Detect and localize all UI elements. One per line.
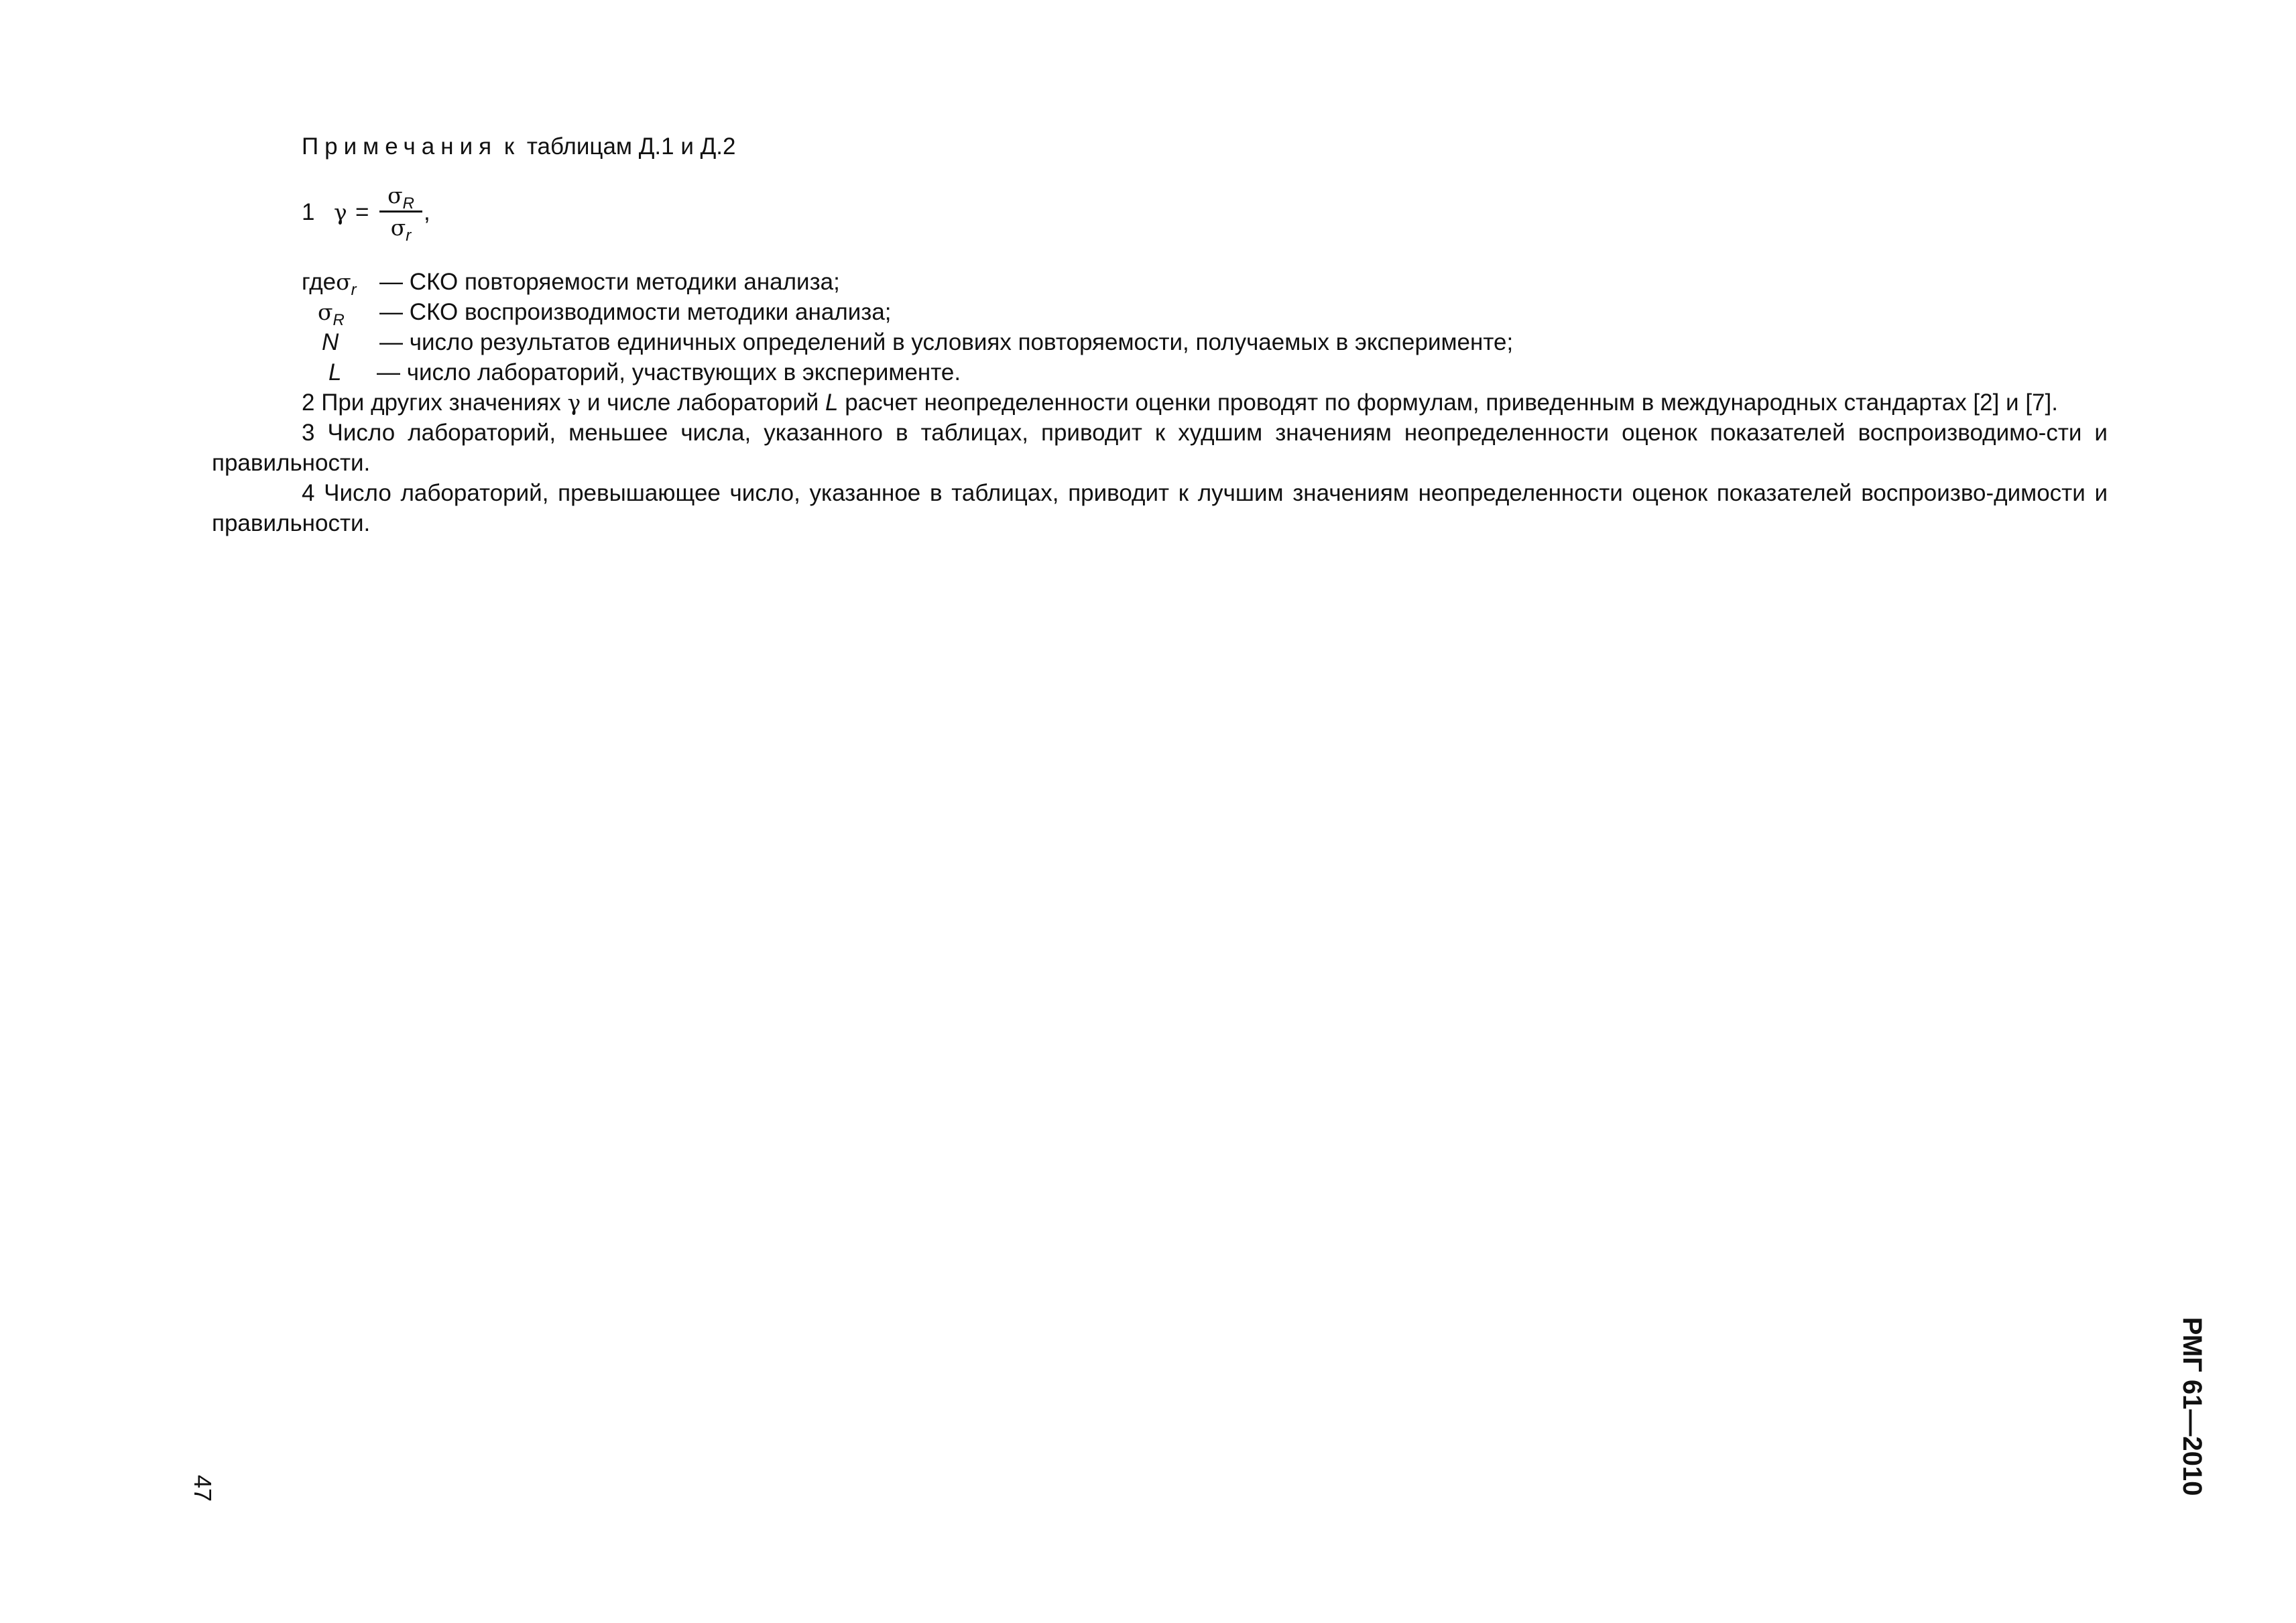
formula-number: 1 [302, 199, 315, 225]
definition-text: — СКО повторяемости методики анализа; [379, 269, 840, 295]
formula-denominator [379, 213, 422, 245]
note-2 [212, 387, 2108, 418]
formula-gamma: γ [334, 199, 347, 225]
note-2-gamma: γ [567, 389, 581, 416]
notes-heading [302, 131, 736, 162]
formula-numerator [379, 181, 422, 213]
definition-subscript: r [351, 281, 357, 299]
notes-heading-rest: таблицам Д.1 и Д.2 [526, 133, 736, 160]
formula-equals: = [355, 199, 369, 225]
note-2-part-a: 2 При других значениях [302, 389, 568, 416]
notes-heading-preposition: к [503, 133, 521, 160]
definition-text: — число результатов единичных определений в условиях повторяемости, получаемых в эксперименте; [379, 329, 1514, 355]
note-2-part-b: и числе лабораторий [581, 389, 826, 416]
note-2-L: L [825, 389, 839, 416]
denominator-symbol: σ [390, 215, 406, 241]
notes-paragraphs [212, 387, 2108, 538]
numerator-subscript: R [402, 194, 414, 213]
document-code: РМГ 61—2010 [2177, 1317, 2207, 1496]
formula-fraction [379, 181, 422, 245]
definition-text: — СКО воспроизводимости методики анализа; [379, 299, 892, 325]
definition-symbol: L [328, 359, 342, 385]
definition-sigma: σ [336, 269, 351, 295]
notes-heading-spaced: Примечания [302, 133, 498, 160]
definition-symbol: N [322, 329, 339, 355]
note-3: 3 Число лабораторий, меньшее числа, указанного в таблицах, приводит к худшим значениям неопределенности оценок показателей воспроизводимо-сти и правильности. [212, 420, 2108, 476]
formula-comma: , [424, 199, 430, 225]
numerator-symbol: σ [387, 182, 403, 208]
definition-text: — число лабораторий, участвующих в эксперименте. [377, 359, 961, 385]
note-4: 4 Число лабораторий, превышающее число, указанное в таблицах, приводит к лучшим значениям неопределенности оценок показателей воспроизво-димости и правильности. [212, 480, 2108, 536]
denominator-subscript: r [406, 227, 412, 245]
note-2-part-c: расчет неопределенности оценки проводят по формулам, приведенным в международных стандартах [2] и [7]. [838, 389, 2058, 416]
definition-sigma: σ [318, 299, 333, 325]
page-number: 47 [189, 1475, 217, 1502]
definition-subscript: R [333, 311, 345, 329]
definition-prefix: где [302, 269, 337, 295]
